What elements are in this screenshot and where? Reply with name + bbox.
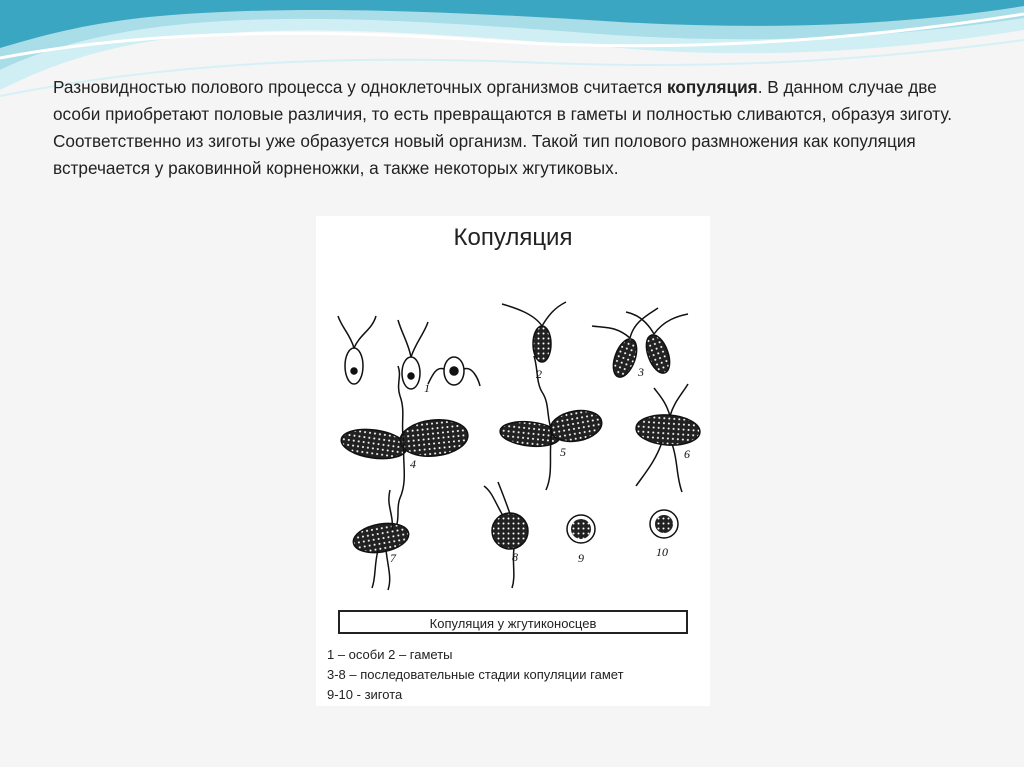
stage-label-10: 10 bbox=[656, 545, 668, 559]
stage-4 bbox=[339, 366, 469, 528]
stage-7 bbox=[351, 490, 411, 590]
stage-label-7: 7 bbox=[390, 551, 396, 565]
stage-label-3: 3 bbox=[638, 365, 644, 379]
legend-line-1: 1 – особи 2 – гаметы bbox=[327, 647, 453, 662]
stage-label-6: 6 bbox=[684, 447, 690, 461]
stage-10-zygote bbox=[650, 510, 678, 538]
copulation-figure bbox=[316, 216, 710, 706]
stage-8 bbox=[484, 482, 528, 588]
stage-label-8: 8 bbox=[512, 550, 518, 564]
stage-label-4: 4 bbox=[410, 457, 416, 471]
figure-legend bbox=[327, 645, 624, 705]
stage-6 bbox=[635, 384, 701, 492]
legend-line-2: 3-8 – последовательные стадии копуляции гамет bbox=[327, 667, 624, 682]
stage-label-2: 2 bbox=[536, 367, 542, 381]
stage-5 bbox=[499, 356, 604, 490]
legend-line-3: 9-10 - зигота bbox=[327, 687, 403, 702]
paragraph-term: копуляция bbox=[666, 77, 758, 97]
paragraph-text-2: . В данном случае две особи приобретают половые различия, то есть превращаются в гаметы и полностью сливаются, образуя зиготу. Соответственно из зиготы уже образуется новый организм. Такой тип полового размножения как копуляция встречается у раковинной корненожки, а также некоторых жгутиковых. bbox=[53, 77, 953, 178]
stage-label-9: 9 bbox=[578, 551, 584, 565]
stage-2-gamete bbox=[502, 302, 566, 362]
stage-label-1: 1 bbox=[424, 381, 430, 395]
stage-1-individuals bbox=[338, 316, 480, 389]
stage-label-5: 5 bbox=[560, 445, 566, 459]
description-paragraph bbox=[53, 74, 983, 182]
figure-title: Копуляция bbox=[453, 224, 573, 251]
stage-9-zygote bbox=[567, 515, 595, 543]
copulation-diagram bbox=[316, 216, 710, 610]
paragraph-text-1: Разновидностью полового процесса у одноклеточных организмов считается bbox=[53, 77, 667, 97]
figure-caption: Копуляция у жгутиконосцев bbox=[338, 610, 688, 634]
